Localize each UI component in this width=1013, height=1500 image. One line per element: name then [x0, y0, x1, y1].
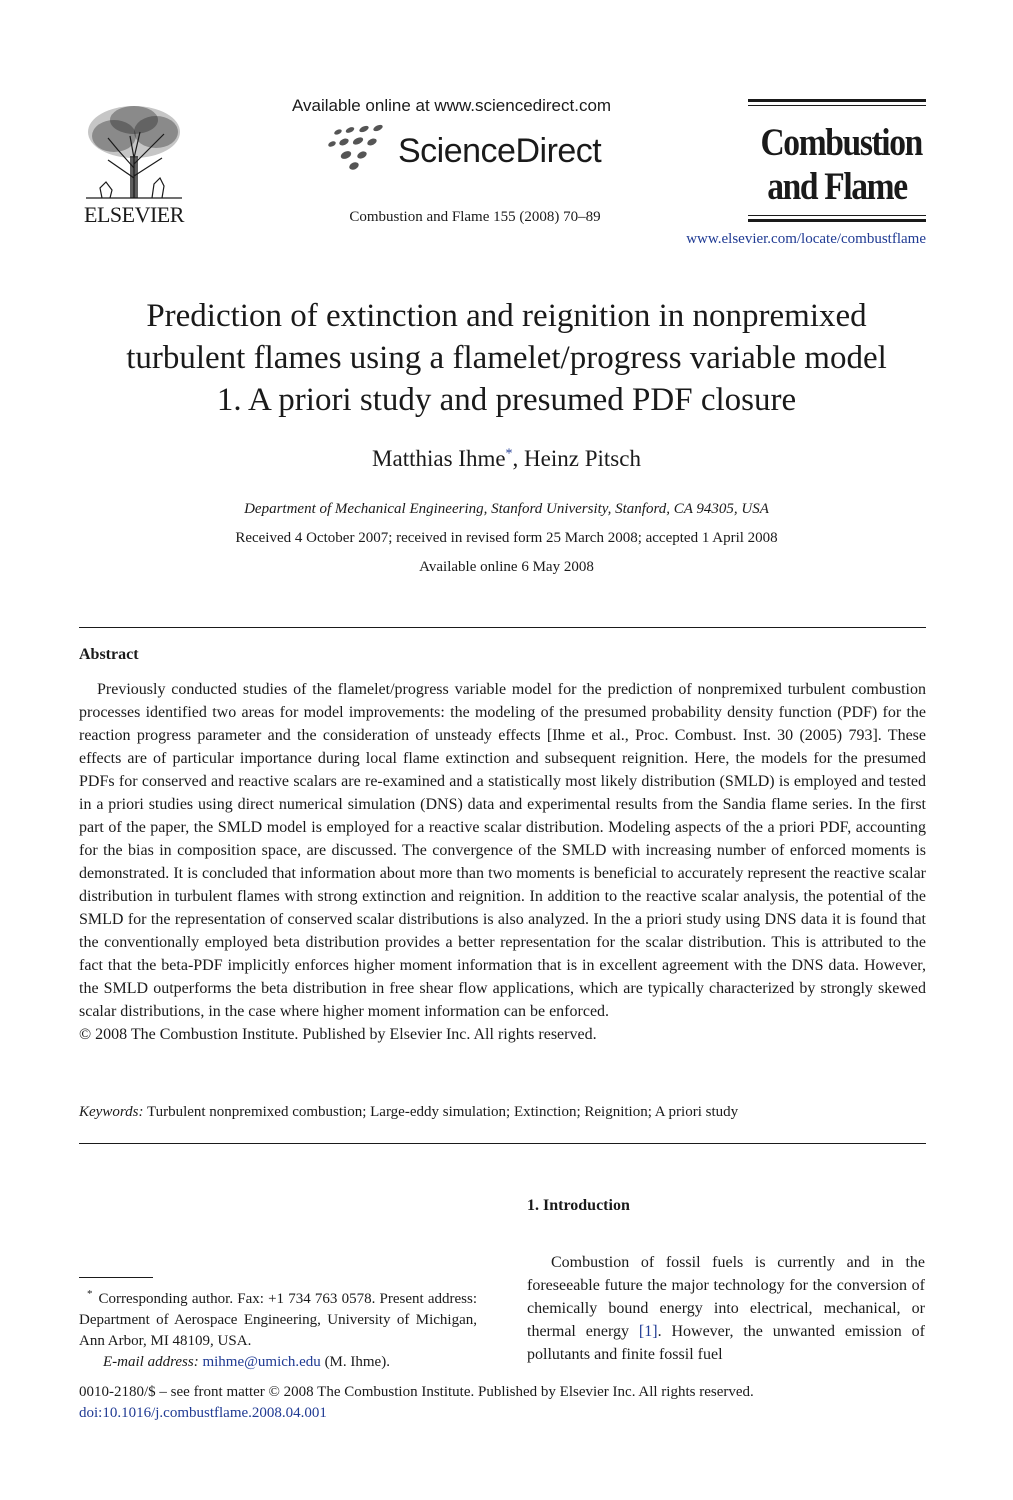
abstract-body — [79, 678, 926, 1046]
issn-line: 0010-2180/$ – see front matter © 2008 The Combustion Institute. Published by Elsevier Inc. All rights reserved. — [79, 1384, 754, 1400]
footnote-mark: * — [87, 1288, 93, 1300]
abstract-copyright: © 2008 The Combustion Institute. Published by Elsevier Inc. All rights reserved. — [79, 1026, 597, 1043]
footnote-rule — [79, 1277, 153, 1278]
article-title — [60, 295, 953, 421]
footnote-text: Corresponding author. Fax: +1 734 763 0578. Present address: Department of Aerospace Engineering, University of Michigan, Ann Arbor, MI 48109, USA. — [79, 1291, 477, 1349]
author-separator: , — [512, 446, 525, 471]
journal-name — [760, 121, 922, 209]
publisher-logo — [78, 98, 190, 228]
doi-link[interactable]: doi:10.1016/j.combustflame.2008.04.001 — [79, 1405, 327, 1421]
email-link[interactable]: mihme@umich.edu — [202, 1354, 321, 1370]
masthead-rule-bottom-thin — [748, 215, 926, 216]
elsevier-tree-logo-icon — [78, 98, 190, 228]
available-online-text: Available online at www.sciencedirect.com — [292, 96, 612, 115]
journal-masthead — [748, 99, 926, 229]
sciencedirect-dots-logo-icon — [324, 122, 396, 174]
affiliation: Department of Mechanical Engineering, Stanford University, Stanford, CA 94305, USA — [244, 501, 769, 517]
keywords — [79, 1104, 926, 1121]
footnote-email-line — [79, 1352, 477, 1373]
abstract-rule-bottom — [79, 1143, 926, 1144]
received-dates: Received 4 October 2007; received in revised form 25 March 2008; accepted 1 April 2008 — [235, 530, 778, 546]
intro-text-after-ref: . However, the unwanted emission of pollutants and finite fossil fuel — [527, 1323, 926, 1363]
author-pitsch: Heinz Pitsch — [524, 446, 641, 471]
abstract-heading: Abstract — [79, 646, 139, 663]
keywords-label: Keywords: — [79, 1104, 144, 1120]
author-ihme: Matthias Ihme — [372, 446, 506, 471]
publisher-logo-text: ELSEVIER — [84, 202, 184, 227]
title-line3: 1. A priori study and presumed PDF closure — [216, 382, 797, 418]
title-line1: Prediction of extinction and reignition in nonpremixed — [146, 298, 867, 334]
journal-name-line1: Combustion — [760, 121, 922, 164]
masthead-rule-top — [748, 99, 926, 102]
corresponding-author-mark[interactable]: * — [505, 446, 513, 462]
masthead-rule-top-thin — [748, 105, 926, 106]
masthead-rule-bottom — [748, 219, 926, 222]
email-label: E-mail address: — [103, 1354, 199, 1370]
abstract-text: Previously conducted studies of the flamelet/progress variable model for the prediction of nonpremixed turbulent combustion processes identified two areas for model improvements: the modeling of the presumed probability density function (PDF) for the reaction progress parameter and the consideration of unsteady effects [Ihme et al., Proc. Combust. Inst. 30 (2005) 793]. These effects are of particular importance during local flame extinction and subsequent reignition. Here, the models for the presumed PDFs for conserved and reactive scalars are re-examined and a statistically most likely distribution (SMLD) is employed and tested in a priori studies using direct numerical simulation (DNS) data and experimental results from the Sandia flame series. In the first part of the paper, the SMLD model is employed for a reactive scalar distribution. Modeling aspects of the a priori PDF, accounting for the bias in composition space, are discussed. The convergence of the SMLD with increasing number of enforced moments is demonstrated. It is concluded that information about more than two moments is beneficial to accurately represent the reactive scalar distribution in turbulent flames with strong extinction and reignition. In addition to the reactive scalar analysis, the potential of the SMLD for the representation of conserved scalar distributions is also analyzed. In the a priori study using DNS data it is found that the conventionally employed beta distribution provides a better representation for the scalar distribution. This is attributed to the fact that the beta-PDF implicitly enforces higher moment information that is in excellent agreement with the DNS data. However, the SMLD outperforms the beta distribution in free shear flow applications, which are typically characterized by strongly skewed scalar distributions, in the case where higher moment information can be enforced. — [79, 681, 926, 1020]
section-heading-introduction: 1. Introduction — [527, 1197, 630, 1214]
introduction-body — [527, 1251, 925, 1366]
available-online-date: Available online 6 May 2008 — [419, 559, 594, 575]
introduction-paragraph — [527, 1251, 925, 1366]
sciencedirect-logo-text: ScienceDirect — [398, 132, 602, 170]
title-line2: turbulent flames using a flamelet/progress variable model — [126, 340, 887, 376]
journal-citation: Combustion and Flame 155 (2008) 70–89 — [349, 209, 601, 225]
email-owner: (M. Ihme). — [320, 1354, 390, 1370]
footnote — [79, 1284, 477, 1373]
keywords-list: Turbulent nonpremixed combustion; Large-eddy simulation; Extinction; Reignition; A priori study — [146, 1104, 739, 1120]
abstract-rule-top — [79, 627, 926, 628]
journal-url-link[interactable]: www.elsevier.com/locate/combustflame — [686, 231, 926, 247]
journal-name-line2: and Flame — [767, 165, 907, 208]
author-list — [100, 446, 913, 472]
intro-text-before-ref: Combustion of fossil fuels is currently and in the foreseeable future the major technology for the conversion of chemically bound energy into electrical, mechanical, or thermal energy — [527, 1254, 925, 1340]
reference-link-1[interactable]: [1] — [638, 1323, 658, 1340]
